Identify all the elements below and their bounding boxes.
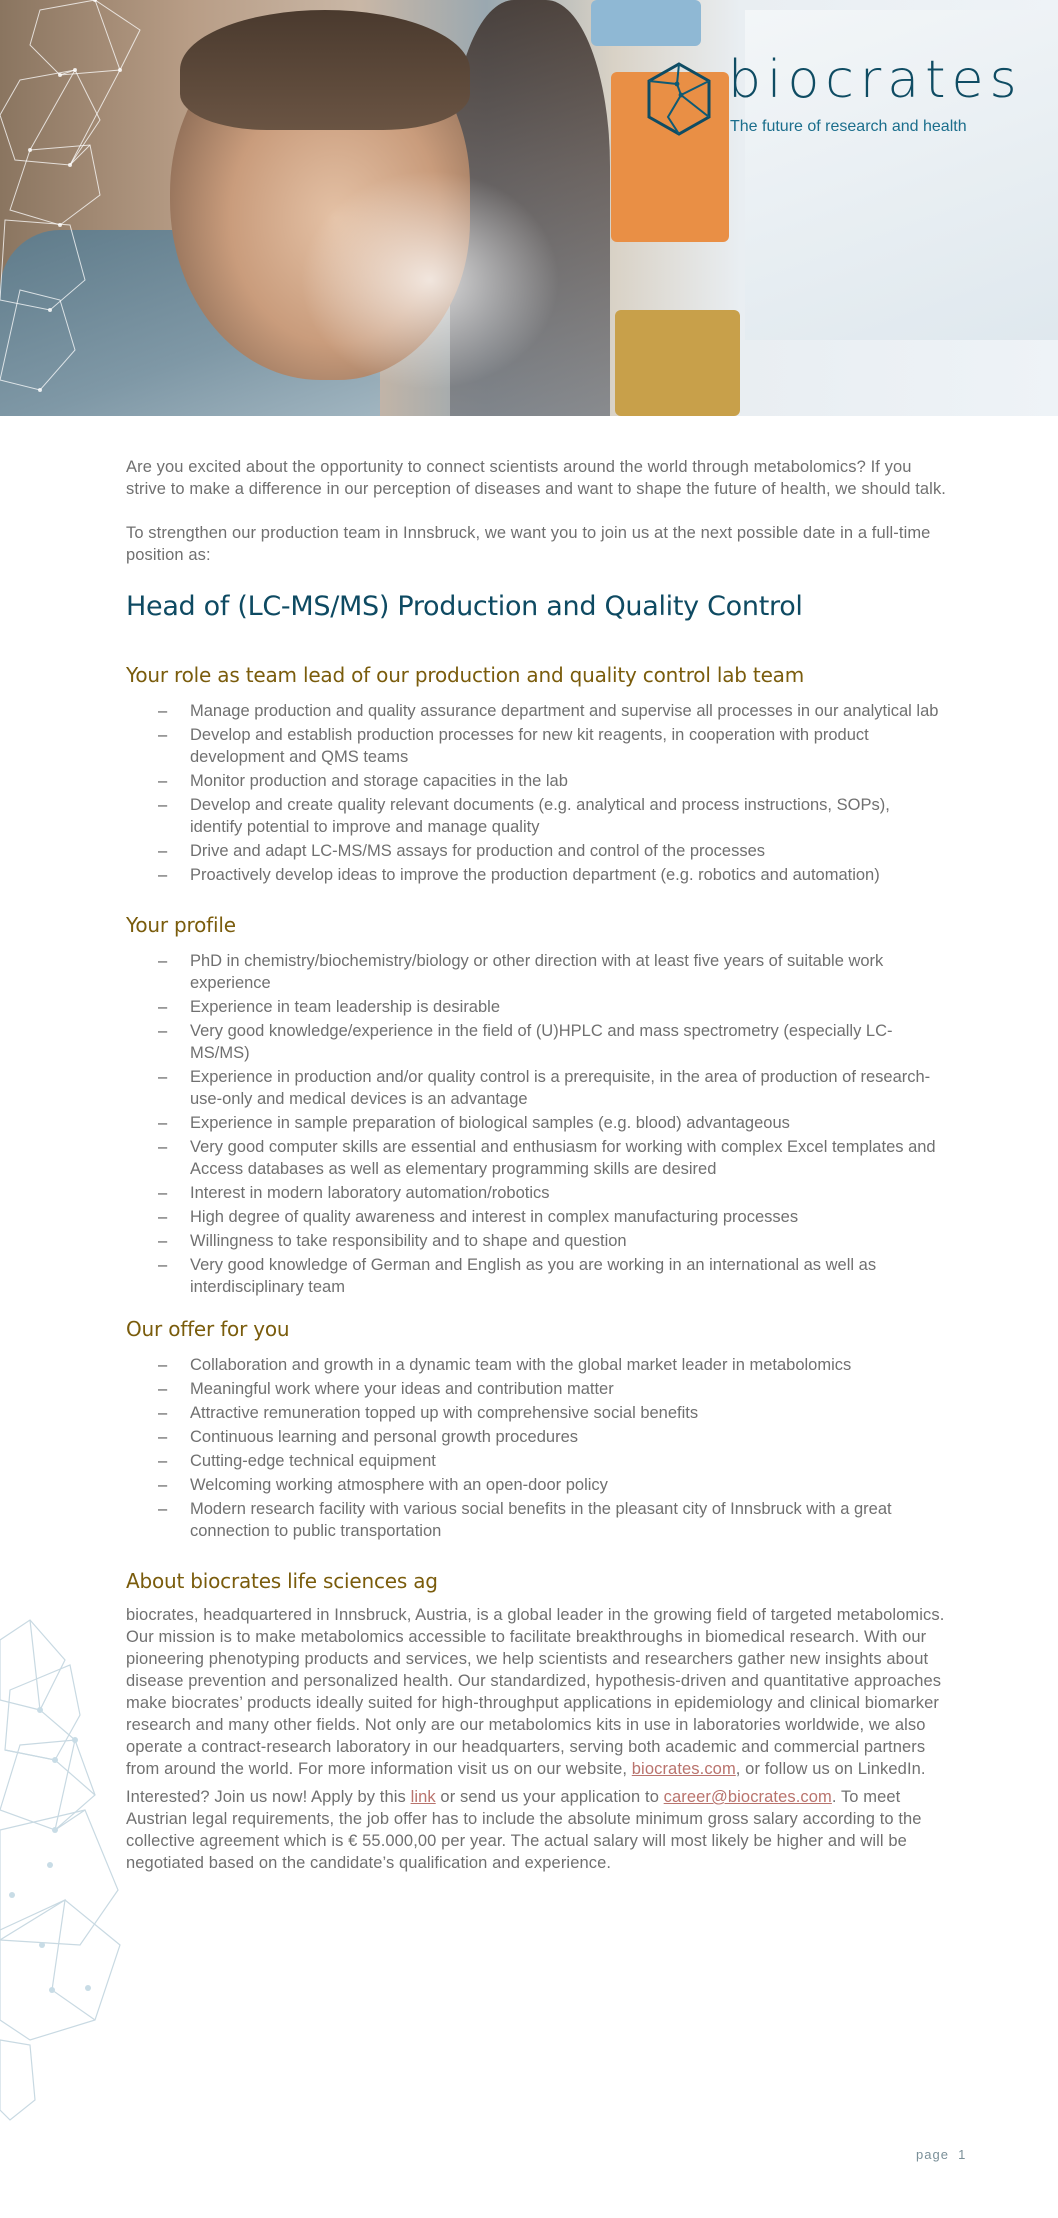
offer-heading: Our offer for you <box>126 1317 290 1341</box>
offer-item-text: Modern research facility with various social benefits in the pleasant city of Innsbruck with a great connection to public transportation <box>190 1500 892 1540</box>
intro-paragraph: Are you excited about the opportunity to connect scientists around the world through metabolomics? If you strive to make a difference in our perception of diseases and want to shape the future of health, we should talk. <box>126 458 946 498</box>
hero-sticky-note-blue <box>591 0 701 46</box>
offer-item-text: Meaningful work where your ideas and contribution matter <box>190 1380 614 1398</box>
page-label: page <box>916 2147 949 2162</box>
dash-bullet-icon: – <box>158 1256 168 1274</box>
role-item-text: Monitor production and storage capacities in the lab <box>190 772 568 790</box>
role-list-item <box>126 794 946 838</box>
profile-heading: Your profile <box>126 913 236 937</box>
role-list-item <box>126 724 946 768</box>
dash-bullet-icon: – <box>158 1232 168 1250</box>
profile-list-item <box>126 1020 946 1064</box>
profile-item-text: Willingness to take responsibility and to shape and question <box>190 1232 627 1250</box>
page-number <box>916 2147 966 2162</box>
offer-item-text: Continuous learning and personal growth procedures <box>190 1428 578 1446</box>
apply-link[interactable]: link <box>410 1788 436 1806</box>
dash-bullet-icon: – <box>158 866 168 884</box>
dash-bullet-icon: – <box>158 1184 168 1202</box>
dash-bullet-icon: – <box>158 1138 168 1156</box>
job-posting-content <box>126 456 946 1874</box>
biocrates-logo <box>646 50 1023 140</box>
dash-bullet-icon: – <box>158 1428 168 1446</box>
salary-text: . To meet Austrian legal requirements, the job offer has to include the absolute minimum gross salary according to the collective agreement which is € 55.000,00 per year. The actual salary will most likely be higher and will be negotiated based on the candidate’s qualification and experience. <box>126 1788 922 1872</box>
profile-list <box>126 950 946 1298</box>
offer-item-text: Attractive remuneration topped up with comprehensive social benefits <box>190 1404 699 1422</box>
profile-item-text: PhD in chemistry/biochemistry/biology or other direction with at least five years of suitable work experience <box>190 952 884 992</box>
offer-list-item <box>126 1402 946 1424</box>
role-item-text: Manage production and quality assurance department and supervise all processes in our analytical lab <box>190 702 939 720</box>
job-title: Head of (LC-MS/MS) Production and Quality Control <box>126 591 803 622</box>
dash-bullet-icon: – <box>158 842 168 860</box>
hero-sticky-note-yellow <box>615 310 740 416</box>
profile-list-item <box>126 1182 946 1204</box>
dash-bullet-icon: – <box>158 1452 168 1470</box>
about-text: biocrates, headquartered in Innsbruck, Austria, is a global leader in the growing field of targeted metabolomics. Our mission is to make metabolomics accessible to facilitate breakthroughs in biomedical research. With our pioneering phenotyping products and services, we help scientists and researchers gather new insights about disease prevention and personalized health. Our standardized, hypothesis-driven and quantitative approaches make biocrates’ products ideally suited for high-throughput applications in epidemiology and clinical biomarker research and many other fields. Not only are our metabolomics kits in use in laboratories worldwide, we also operate a contract-research laboratory in our headquarters, serving both academic and commercial partners from around the world. For more information visit us on our website, <box>126 1606 945 1778</box>
about-text-end: , or follow us on LinkedIn. <box>735 1760 926 1778</box>
role-item-text: Proactively develop ideas to improve the production department (e.g. robotics and automation) <box>190 866 880 884</box>
dash-bullet-icon: – <box>158 952 168 970</box>
decorative-network-pattern-icon <box>0 1600 130 2140</box>
role-list <box>126 700 946 886</box>
role-list-item <box>126 840 946 862</box>
dash-bullet-icon: – <box>158 1380 168 1398</box>
dash-bullet-icon: – <box>158 702 168 720</box>
role-item-text: Drive and adapt LC-MS/MS assays for production and control of the processes <box>190 842 766 860</box>
profile-item-text: Interest in modern laboratory automation/robotics <box>190 1184 550 1202</box>
profile-list-item <box>126 1230 946 1252</box>
profile-item-text: Very good knowledge/experience in the field of (U)HPLC and mass spectrometry (especially LC-MS/MS) <box>190 1022 893 1062</box>
offer-list-item <box>126 1498 946 1542</box>
website-link[interactable]: biocrates.com <box>631 1760 736 1778</box>
dash-bullet-icon: – <box>158 998 168 1016</box>
about-paragraph <box>126 1604 946 1780</box>
profile-item-text: Very good knowledge of German and English as you are working in an international as well as interdisciplinary team <box>190 1256 877 1296</box>
dash-bullet-icon: – <box>158 1068 168 1086</box>
offer-list-item <box>126 1354 946 1376</box>
offer-item-text: Welcoming working atmosphere with an open-door policy <box>190 1476 608 1494</box>
role-item-text: Develop and create quality relevant documents (e.g. analytical and process instructions, SOPs), identify potential to improve and manage quality <box>190 796 890 836</box>
offer-list <box>126 1354 946 1542</box>
dash-bullet-icon: – <box>158 772 168 790</box>
offer-list-item <box>126 1474 946 1496</box>
offer-list-item <box>126 1426 946 1448</box>
role-item-text: Develop and establish production processes for new kit reagents, in cooperation with product development and QMS teams <box>190 726 869 766</box>
offer-list-item <box>126 1450 946 1472</box>
profile-list-item <box>126 1206 946 1228</box>
logo-wordmark: biocrates <box>728 50 1023 110</box>
career-email-link[interactable]: career@biocrates.com <box>663 1788 832 1806</box>
dash-bullet-icon: – <box>158 1476 168 1494</box>
dash-bullet-icon: – <box>158 1404 168 1422</box>
profile-list-item <box>126 1112 946 1134</box>
offer-list-item <box>126 1378 946 1400</box>
logo-tagline: The future of research and health <box>730 118 967 135</box>
dash-bullet-icon: – <box>158 1500 168 1518</box>
dash-bullet-icon: – <box>158 1208 168 1226</box>
offer-item-text: Collaboration and growth in a dynamic team with the global market leader in metabolomics <box>190 1356 852 1374</box>
apply-paragraph <box>126 1786 946 1874</box>
page-number-value: 1 <box>958 2147 967 2162</box>
profile-item-text: High degree of quality awareness and interest in complex manufacturing processes <box>190 1208 799 1226</box>
dash-bullet-icon: – <box>158 796 168 814</box>
profile-list-item <box>126 1136 946 1180</box>
hero-light-glare <box>300 170 560 390</box>
apply-text-mid: or send us your application to <box>435 1788 664 1806</box>
dash-bullet-icon: – <box>158 1356 168 1374</box>
profile-list-item <box>126 1066 946 1110</box>
hero-network-pattern-icon <box>0 0 200 416</box>
profile-item-text: Experience in production and/or quality control is a prerequisite, in the area of production of research-use-only and medical devices is an advantage <box>190 1068 931 1108</box>
role-list-item <box>126 864 946 886</box>
profile-item-text: Very good computer skills are essential and enthusiasm for working with complex Excel templates and Access databases as well as elementary programming skills are desired <box>190 1138 936 1178</box>
apply-text: Interested? Join us now! Apply by this <box>126 1788 411 1806</box>
intro-position-paragraph: To strengthen our production team in Innsbruck, we want you to join us at the next possible date in a full-time position as: <box>126 524 931 564</box>
dash-bullet-icon: – <box>158 1022 168 1040</box>
offer-item-text: Cutting-edge technical equipment <box>190 1452 436 1470</box>
profile-item-text: Experience in team leadership is desirable <box>190 998 501 1016</box>
hero-hair <box>180 10 470 130</box>
profile-list-item <box>126 1254 946 1298</box>
profile-list-item <box>126 996 946 1018</box>
role-heading: Your role as team lead of our production and quality control lab team <box>126 663 805 687</box>
profile-item-text: Experience in sample preparation of biological samples (e.g. blood) advantageous <box>190 1114 790 1132</box>
dash-bullet-icon: – <box>158 1114 168 1132</box>
role-list-item <box>126 700 946 722</box>
about-heading: About biocrates life sciences ag <box>126 1569 438 1593</box>
profile-list-item <box>126 950 946 994</box>
biocrates-hexagon-logo-icon <box>646 62 712 136</box>
dash-bullet-icon: – <box>158 726 168 744</box>
role-list-item <box>126 770 946 792</box>
